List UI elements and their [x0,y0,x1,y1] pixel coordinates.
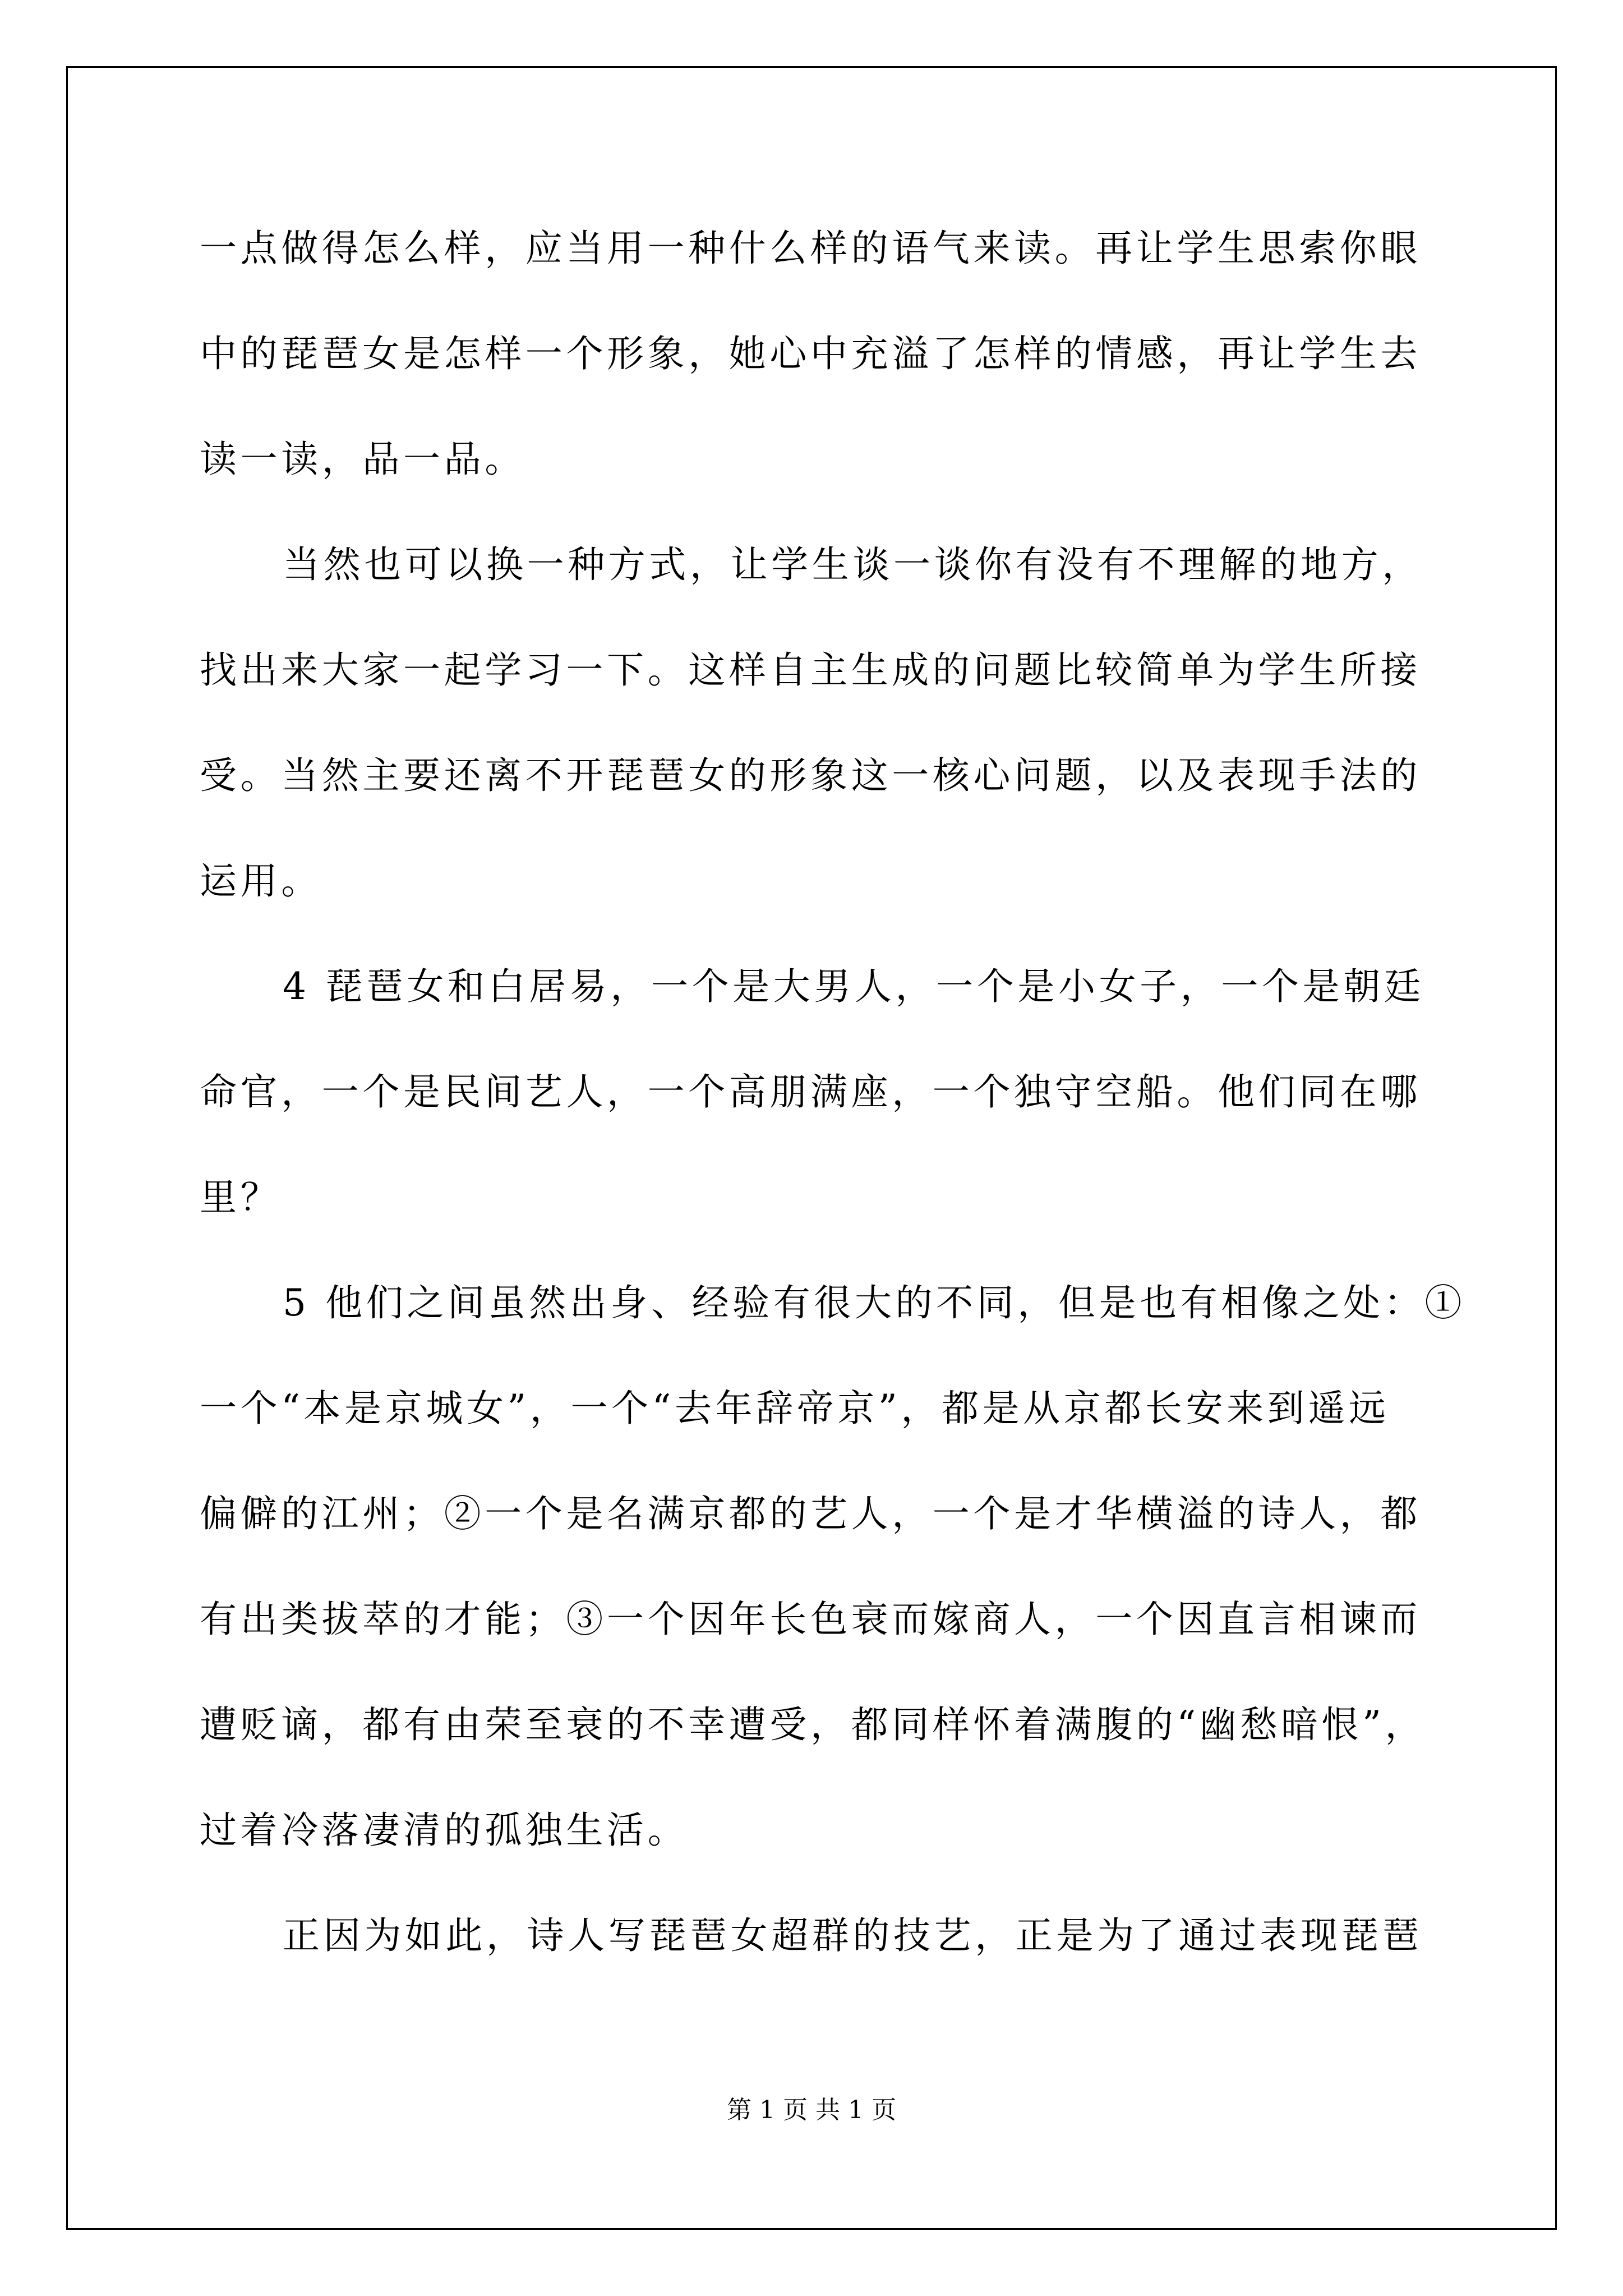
text-line-1: 一点做得怎么样，应当用一种什么样的语气来读。再让学生思索你眼 [200,227,1421,270]
text-line-10: 里？ [200,1176,282,1219]
text-line-7: 运用。 [200,859,322,903]
page-number-footer: 第 1 页 共 1 页 [727,2096,896,2124]
text-line-4: 当然也可以换一种方式，让学生谈一谈你有没有不理解的地方， [283,543,1423,586]
text-line-16: 过着冷落凄清的孤独生活。 [200,1809,689,1852]
text-line-14: 有出类拔萃的才能；③一个因年长色衰而嫁商人，一个因直言相谏而 [200,1598,1421,1641]
text-line-2: 中的琵琶女是怎样一个形象，她心中充溢了怎样的情感，再让学生去 [200,332,1421,375]
text-line-6: 受。当然主要还离不开琵琶女的形象这一核心问题，以及表现手法的 [200,754,1421,797]
text-line-8: 4 琵琶女和白居易，一个是大男人，一个是小女子，一个是朝廷 [283,965,1425,1008]
text-line-11: 5 他们之间虽然出身、经验有很大的不同，但是也有相像之处：① [283,1281,1465,1324]
text-line-13: 偏僻的江州；②一个是名满京都的艺人，一个是才华横溢的诗人，都 [200,1492,1421,1535]
text-line-17: 正因为如此，诗人写琵琶女超群的技艺，正是为了通过表现琵琶 [283,1914,1423,1957]
text-line-5: 找出来大家一起学习一下。这样自主生成的问题比较简单为学生所接 [200,648,1421,692]
page-border [66,66,1557,2230]
text-line-9: 命官，一个是民间艺人，一个高朋满座，一个独守空船。他们同在哪 [200,1070,1421,1114]
text-line-12: 一个“本是京城女”，一个“去年辞帝京”，都是从京都长安来到遥远 [200,1387,1390,1430]
text-line-3: 读一读，品一品。 [200,438,525,481]
text-line-15: 遭贬谪，都有由荣至衰的不幸遭受，都同样怀着满腹的“幽愁暗恨”， [200,1703,1426,1746]
